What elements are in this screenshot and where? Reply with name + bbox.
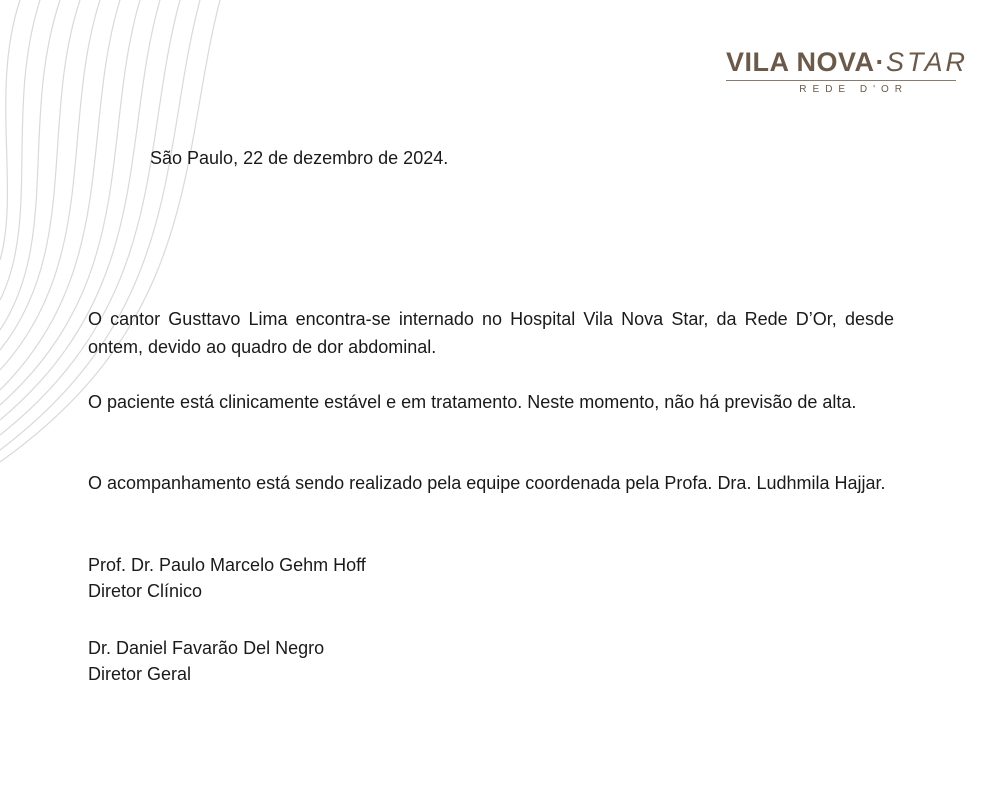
logo-subtitle: REDE D'OR [799, 84, 908, 95]
signatory-title: Diretor Geral [88, 664, 192, 684]
logo-brand-main: VILA NOVA [726, 47, 875, 77]
letter-paragraph: O paciente está clinicamente estável e em tratamento. Neste momento, não há previsão de alta. [88, 392, 857, 412]
logo-separator: · [875, 47, 886, 77]
signature-block [88, 552, 366, 604]
logo-divider [726, 80, 956, 81]
signatory-name: Dr. Daniel Favarão Del Negro [88, 638, 325, 658]
logo-wordmark [726, 46, 969, 78]
vila-nova-star-logo [726, 46, 969, 96]
letter-date: São Paulo, 22 de dezembro de 2024. [150, 148, 449, 168]
signatory-name: Prof. Dr. Paulo Marcelo Gehm Hoff [88, 555, 366, 575]
letter-paragraph: O acompanhamento está sendo realizado pela equipe coordenada pela Profa. Dra. Ludhmila Hajjar. [88, 473, 886, 493]
letter-paragraph: O cantor Gusttavo Lima encontra-se internado no Hospital Vila Nova Star, da Rede D’Or, desde ontem, devido ao quadro de dor abdominal. [88, 309, 894, 357]
logo-brand-star: STAR [886, 47, 969, 77]
signatory-title: Diretor Clínico [88, 581, 203, 601]
signature-block [88, 635, 324, 687]
